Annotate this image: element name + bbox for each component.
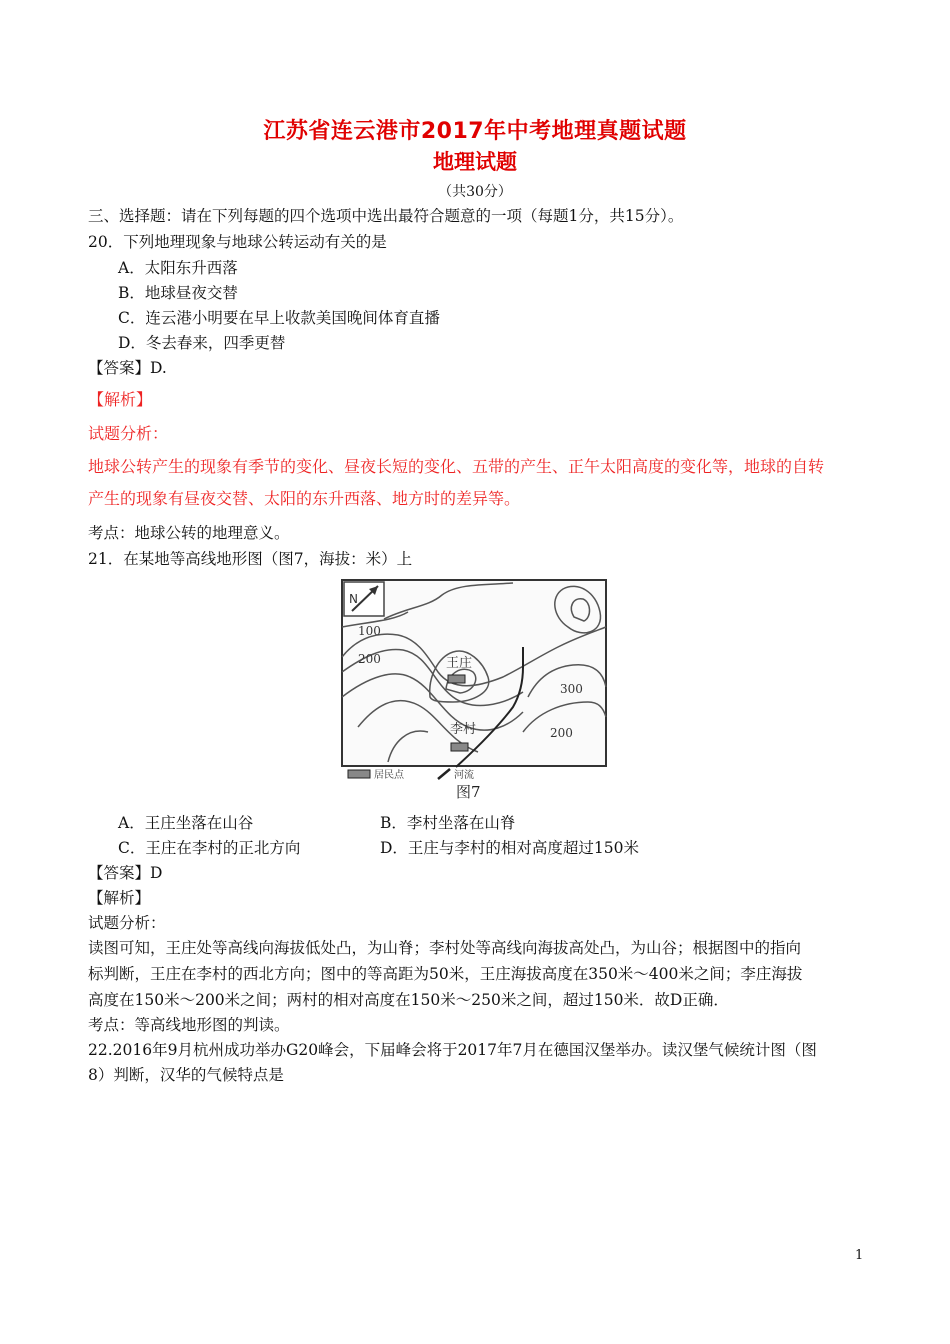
q20-stem: 20．下列地理现象与地球公转运动有关的是 — [88, 233, 387, 251]
q21-analysis-head: 【解析】 — [88, 889, 151, 907]
q21-analysis-line2: 标判断，王庄在李村的西北方向；图中的等高距为50米，王庄海拔高度在350米～400米之间；李庄海拔 — [88, 965, 803, 983]
contour-label-300: 300 — [560, 682, 583, 696]
section-instructions: 三、选择题：请在下列每题的四个选项中选出最符合题意的一项（每题1分，共15分）。 — [88, 207, 684, 225]
q21-analysis-sub: 试题分析： — [88, 914, 166, 932]
q21-option-c: C．王庄在李村的正北方向 — [118, 839, 301, 857]
q20-analysis-head: 【解析】 — [88, 390, 153, 409]
q21-answer: 【答案】D — [88, 864, 163, 882]
document-subtitle: 地理试题 — [433, 150, 517, 174]
q20-analysis-sub: 试题分析： — [88, 424, 169, 443]
contour-map-figure — [338, 577, 614, 803]
document-title: 江苏省连云港市2017年中考地理真题试题 — [263, 119, 687, 144]
q20-answer: 【答案】D. — [88, 359, 167, 377]
q21-analysis-line3: 高度在150米～200米之间；两村的相对高度在150米～250米之间，超过150米．故D正确． — [88, 991, 729, 1009]
north-arrow-icon — [344, 582, 384, 616]
total-score: （共30分） — [438, 184, 512, 200]
map-legend — [348, 768, 481, 801]
contour-map-svg — [338, 577, 614, 803]
q22-stem-line1: 22.2016年9月杭州成功举办G20峰会，下届峰会将于2017年7月在德国汉堡举办。读汉堡气候统计图（图 — [88, 1041, 817, 1059]
svg-text:河流: 河流 — [454, 770, 474, 781]
contour-label-100: 100 — [358, 624, 381, 638]
figure-caption: 图7 — [456, 783, 481, 801]
q21-kaodian: 考点：等高线地形图的判读。 — [88, 1016, 290, 1034]
page-number: 1 — [855, 1248, 864, 1263]
village-wangzhuang-label: 王庄 — [446, 656, 473, 671]
q21-stem: 21．在某地等高线地形图（图7，海拔：米）上 — [88, 550, 413, 568]
q21-analysis-line1: 读图可知，王庄处等高线向海拔低处凸，为山脊；李村处等高线向海拔高处凸，为山谷；根据图中的指向 — [88, 939, 802, 957]
q20-option-d: D．冬去春来，四季更替 — [118, 334, 286, 352]
q20-analysis-line2: 产生的现象有昼夜交替、太阳的东升西落、地方时的差异等。 — [88, 489, 521, 508]
settlement-icon — [448, 675, 465, 683]
q21-option-d: D．王庄与李村的相对高度超过150米 — [380, 839, 640, 857]
svg-text:N: N — [349, 592, 358, 606]
contour-label-200b: 200 — [550, 726, 573, 740]
q20-analysis-line1: 地球公转产生的现象有季节的变化、昼夜长短的变化、五带的产生、正午太阳高度的变化等，地球的自转 — [88, 457, 825, 476]
svg-text:居民点: 居民点 — [374, 770, 404, 781]
q21-option-a: A．王庄坐落在山谷 — [118, 814, 254, 832]
settlement-icon — [451, 743, 468, 751]
village-licun-label: 李村 — [450, 722, 477, 737]
q20-kaodian: 考点：地球公转的地理意义。 — [88, 524, 290, 542]
q21-option-b: B．李村坐落在山脊 — [380, 814, 516, 832]
q22-stem-line2: 8）判断，汉华的气候特点是 — [88, 1066, 284, 1084]
contour-label-200: 200 — [358, 652, 381, 666]
q20-option-a: A．太阳东升西落 — [118, 259, 238, 277]
legend-settlement-icon — [348, 770, 370, 778]
q20-option-c: C．连云港小明要在早上收款美国晚间体育直播 — [118, 309, 440, 327]
legend-river-icon — [438, 769, 450, 779]
q20-option-b: B．地球昼夜交替 — [118, 284, 238, 302]
